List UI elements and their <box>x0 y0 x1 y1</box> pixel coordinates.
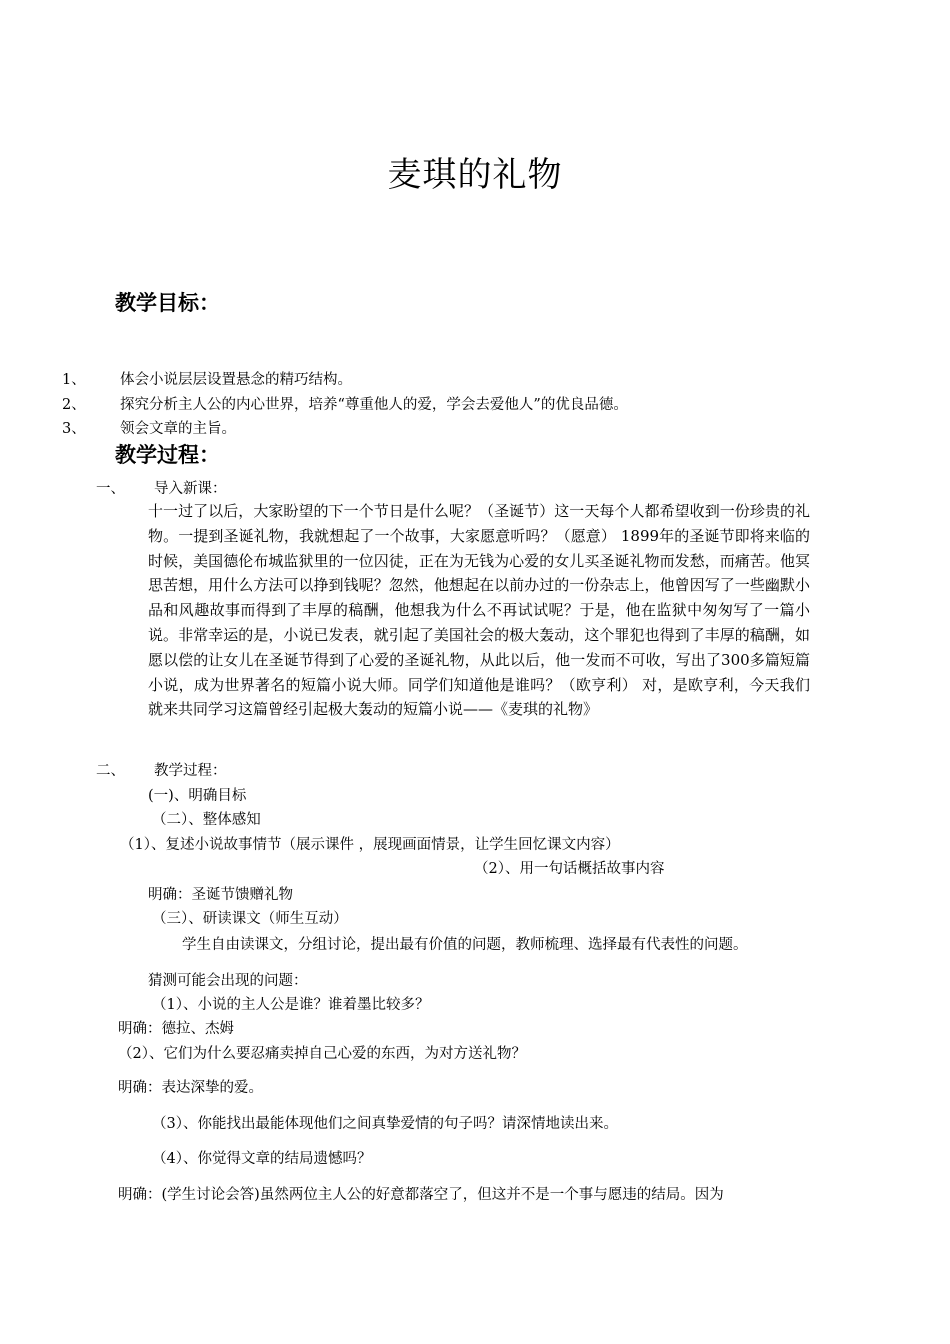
intro-paragraph: 十一过了以后，大家盼望的下一个节日是什么呢？（圣诞节）这一天每个人都希望收到一份珍贵的礼物。一提到圣诞礼物，我就想起了一个故事，大家愿意听吗？（愿意） 1899年的圣诞节即将来临的时候，美国德伦布城监狱里的一位囚徒，正在为无钱为心爱的女儿买圣诞礼物而发愁，而痛苦。他冥思苦想，用什么方法可以挣到钱呢？忽然，他想起在以前办过的一份杂志上，他曾因写了一些幽默小品和风趣故事而得到了丰厚的稿酬，他想我为什么不再试试呢？于是，他在监狱中匆匆写了一篇小说。非常幸运的是，小说已发表，就引起了美国社会的极大轰动，这个罪犯也得到了丰厚的稿酬，如愿以偿的让女儿在圣诞节得到了心爱的圣诞礼物，从此以后，他一发而不可收，写出了300多篇短篇小说，成为世界著名的短篇小说大师。同学们知道他是谁吗？（欧亨利） 对，是欧亨利，今天我们就来共同学习这篇曾经引起极大轰动的短篇小说——《麦琪的礼物》 <box>148 502 810 719</box>
process-heading: 教学过程： <box>115 443 220 467</box>
answer-line: 明确：表达深挚的爱。 <box>118 1080 263 1096</box>
question-line: （1）、小说的主人公是谁？谁着墨比较多？ <box>152 997 430 1013</box>
retell-plot-line: （1）、复述小说故事情节（展示课件 ，展现画面情景，让学生回忆课文内容） <box>120 837 620 853</box>
step-goal-line: (一)、明确目标 <box>148 788 247 804</box>
section-number: 二、 <box>96 763 125 779</box>
step-perception-line: （二）、整体感知 <box>152 812 261 828</box>
clarify-line: 明确：圣诞节馈赠礼物 <box>148 887 293 903</box>
question-line: （3）、你能找出最能体现他们之间真挚爱情的句子吗？请深情地读出来。 <box>152 1116 618 1132</box>
goals-heading: 教学目标： <box>115 291 220 315</box>
goal-text: 领会文章的主旨。 <box>120 421 236 437</box>
section-label: 教学过程： <box>154 763 227 779</box>
document-title: 麦琪的礼物 <box>387 155 563 195</box>
goal-number: 2、 <box>62 397 86 413</box>
guess-questions-line: 猜测可能会出现的问题： <box>148 973 308 989</box>
answer-line: 明确：德拉、杰姆 <box>118 1021 234 1037</box>
goal-number: 3、 <box>62 421 86 437</box>
section-number: 一、 <box>96 481 125 497</box>
answer-line: 明确：(学生讨论会答)虽然两位主人公的好意都落空了，但这并不是一个事与愿违的结局。因为 <box>118 1187 724 1203</box>
goal-text: 探究分析主人公的内心世界，培养“尊重他人的爱，学会去爱他人”的优良品德。 <box>120 397 628 413</box>
goal-number: 1、 <box>62 372 86 388</box>
summarize-line: （2）、用一句话概括故事内容 <box>474 861 665 877</box>
section-label: 导入新课： <box>154 481 227 497</box>
goal-text: 体会小说层层设置悬念的精巧结构。 <box>120 372 352 388</box>
free-reading-line: 学生自由读课文，分组讨论，提出最有价值的问题，教师梳理、选择最有代表性的问题。 <box>182 937 748 953</box>
study-text-line: （三）、研读课文（师生互动） <box>152 911 348 927</box>
question-line: （4）、你觉得文章的结局遗憾吗？ <box>152 1151 372 1167</box>
question-line: （2）、它们为什么要忍痛卖掉自己心爱的东西，为对方送礼物？ <box>118 1046 526 1062</box>
